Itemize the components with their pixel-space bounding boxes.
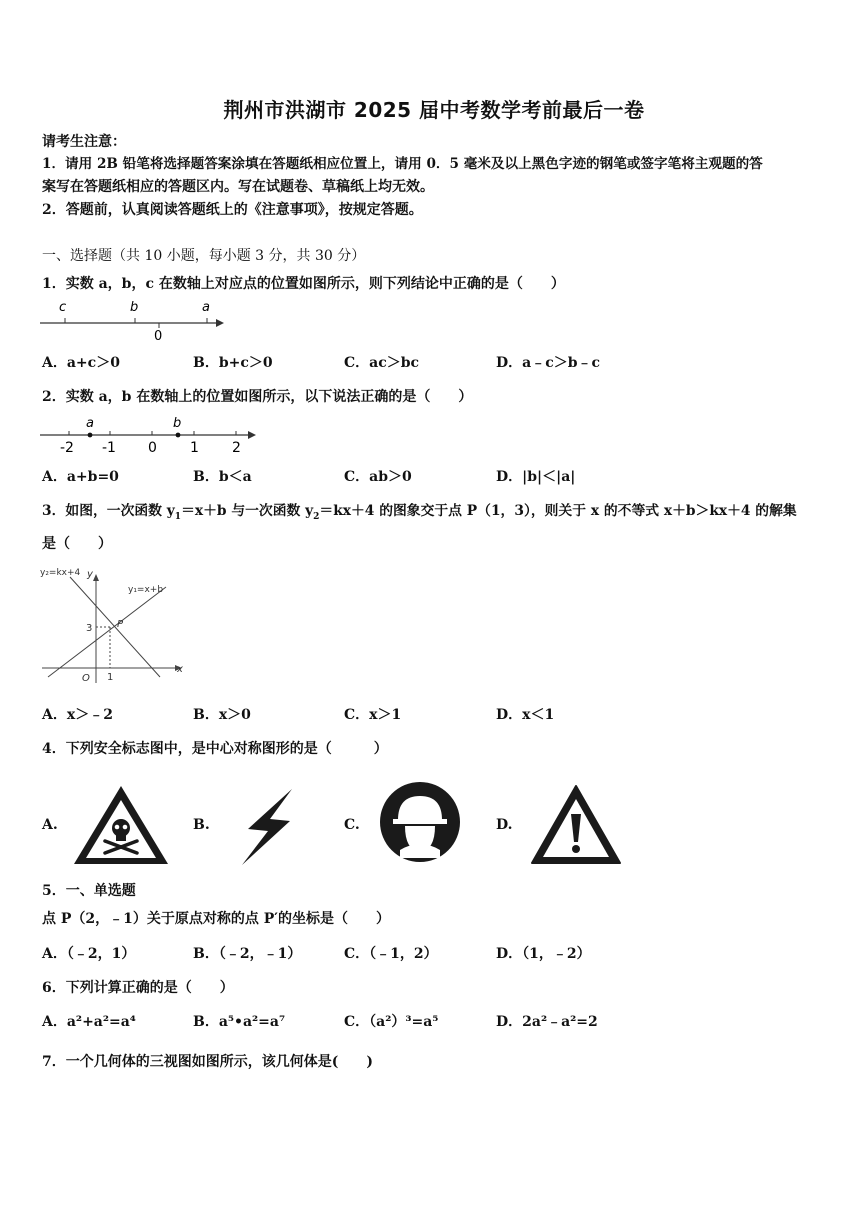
q4-label-b: B. — [193, 817, 210, 833]
q6-option-b: B．a⁵•a²=a⁷ — [193, 1014, 286, 1030]
q5-option-d: D．（1，﹣2） — [496, 946, 591, 962]
q2-option-a: A．a+b=0 — [42, 469, 119, 485]
q3-function-graph — [38, 565, 188, 687]
q5-heading: 5．一、单选题 — [42, 883, 136, 899]
q1-label-c: c — [59, 300, 67, 315]
q3-label-y1: y₁=x+b — [128, 585, 164, 595]
q6-stem: 6．下列计算正确的是（ ） — [42, 980, 234, 996]
q2-stem: 2．实数 a，b 在数轴上的位置如图所示，以下说法正确的是（ ） — [42, 389, 473, 405]
q2-option-d: D．|b|＜|a| — [496, 469, 576, 485]
q1-option-b: B．b+c＞0 — [193, 355, 273, 371]
q4-stem: 4．下列安全标志图中，是中心对称图形的是（ ） — [42, 741, 388, 757]
q3-label-x-axis: x — [177, 664, 183, 675]
q3-label-y2: y₂=kx+4 — [40, 568, 81, 578]
q5-option-b: B．（﹣2，﹣1） — [193, 946, 302, 962]
q7-stem: 7．一个几何体的三视图如图所示，该几何体是( ) — [42, 1054, 373, 1070]
q2-point-a — [88, 433, 93, 438]
q3-label-3: 3 — [86, 623, 93, 634]
q3-stem-line-1: 3．如图，一次函数 $y_1=x+b$ 与一次函数 $y_2=kx+4$ 的图象交于点 P（1，3），则关于 x 的不等式 x＋b＞kx＋4 的解集 — [42, 503, 797, 522]
q3-label-p: P — [117, 619, 124, 630]
q1-stem: 1．实数 a，b，c 在数轴上对应点的位置如图所示，则下列结论中正确的是（ ） — [42, 276, 565, 292]
q2-option-c: C．ab＞0 — [344, 469, 412, 485]
notice-line-1a: 1．请用 2B 铅笔将选择题答案涂填在答题纸相应位置上，请用 0．5 毫米及以上黑色字迹的钢笔或签字笔将主观题的答 — [42, 156, 763, 172]
q2-number-line — [38, 414, 268, 458]
q1-label-zero: 0 — [154, 329, 163, 342]
q4-label-a: A. — [42, 817, 58, 833]
q2-label-b: b — [173, 416, 182, 431]
q3-stem-line-2: 是（ ） — [42, 536, 112, 552]
notice-line-1b: 案写在答题纸相应的答题区内。写在试题卷、草稿纸上均无效。 — [42, 179, 434, 195]
q6-option-d: D．2a²﹣a²=2 — [496, 1014, 598, 1030]
helmet-sign-icon — [378, 780, 462, 864]
q1-option-a: A．a+c＞0 — [42, 355, 120, 371]
q2-tick-2: 2 — [232, 440, 241, 456]
q2-option-b: B．b＜a — [193, 469, 252, 485]
q3-option-a: A．x＞﹣2 — [42, 707, 113, 723]
q2-point-b — [176, 433, 181, 438]
q5-option-a: A．（﹣2，1） — [42, 946, 136, 962]
q3-label-y-axis: y — [87, 569, 93, 580]
notice-line-2: 2．答题前，认真阅读答题纸上的《注意事项》，按规定答题。 — [42, 202, 423, 218]
q5-stem: 点 P（2，﹣1）关于原点对称的点 P′的坐标是（ ） — [42, 911, 390, 927]
q1-label-b: b — [130, 300, 139, 315]
q2-tick-1: 1 — [190, 440, 199, 456]
q4-label-d: D. — [496, 817, 513, 833]
notice-heading: 请考生注意： — [42, 134, 126, 150]
q3-label-origin: O — [82, 673, 90, 684]
q4-label-c: C. — [344, 817, 360, 833]
q1-label-a: a — [202, 300, 210, 315]
exclamation-warning-sign-icon — [530, 784, 622, 866]
q1-option-d: D．a﹣c＞b﹣c — [496, 355, 601, 371]
q2-label-a: a — [86, 416, 94, 431]
q6-option-c: C．（a²）³=a⁵ — [344, 1014, 439, 1030]
section-heading: 一、选择题（共 10 小题，每小题 3 分，共 30 分） — [42, 248, 366, 264]
q1-option-c: C．ac＞bc — [344, 355, 420, 371]
q2-tick-0: 0 — [148, 440, 157, 456]
page-title: 荆州市洪湖市 2025 届中考数学考前最后一卷 — [223, 98, 645, 122]
lightning-bolt-icon — [238, 787, 296, 867]
q3-option-b: B．x＞0 — [193, 707, 251, 723]
q3-option-c: C．x＞1 — [344, 707, 402, 723]
q2-tick-neg1: -1 — [102, 440, 116, 456]
q1-number-line — [38, 296, 238, 342]
q6-option-a: A．a²+a²=a⁴ — [42, 1014, 136, 1030]
q2-tick-neg2: -2 — [60, 440, 74, 456]
q3-label-1: 1 — [107, 672, 114, 683]
q5-option-c: C．（﹣1，2） — [344, 946, 438, 962]
toxic-warning-sign-icon — [72, 783, 170, 867]
q3-option-d: D．x＜1 — [496, 707, 555, 723]
